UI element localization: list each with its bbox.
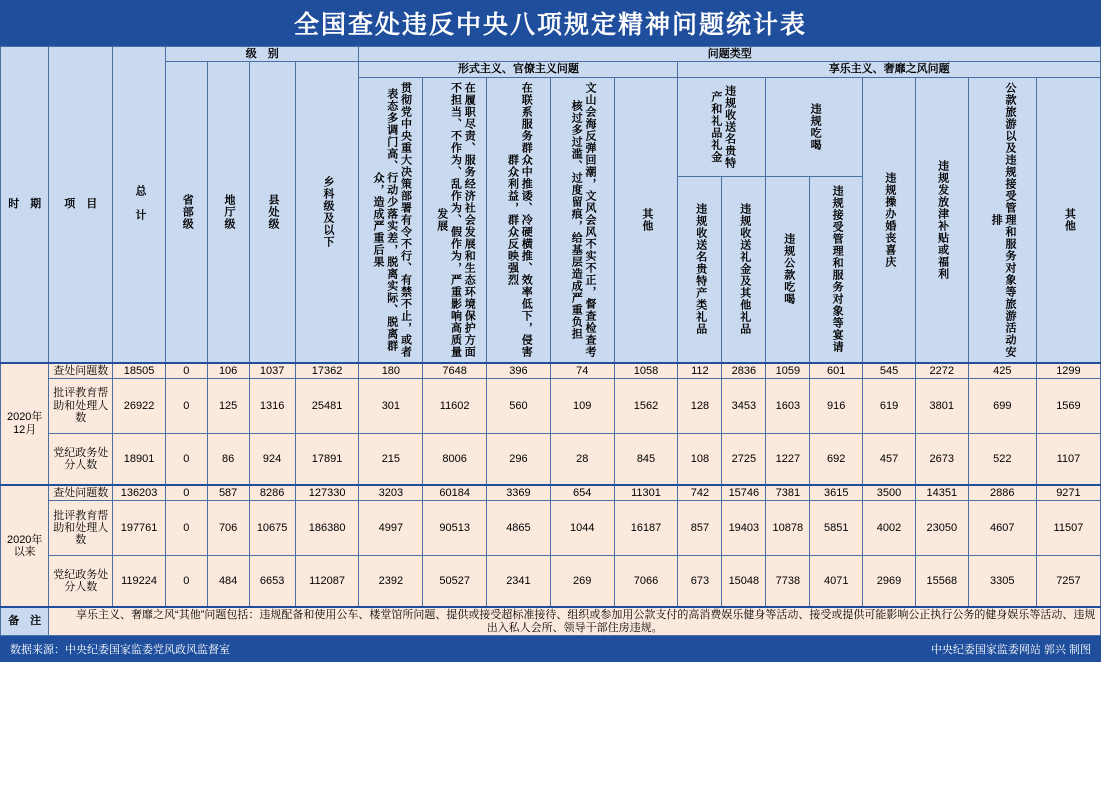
row-item-label: 查处问题数	[49, 485, 113, 501]
cell-hed-0: 128	[678, 378, 722, 433]
cell-form-4: 7066	[614, 556, 678, 608]
cell-level-1: 587	[207, 485, 249, 501]
note-text: 享乐主义、奢靡之风“其他”问题包括：违规配备和使用公车、楼堂馆所问题、提供或接受超标准接待、组织或参加用公款支付的高消费娱乐健身等活动、接受或提供可能影响公正执行公务的健身娱乐等活动、违规出入私人会所、领导干部住房违规。	[49, 607, 1101, 635]
table-row	[1, 556, 1101, 608]
cell-level-1: 484	[207, 556, 249, 608]
cell-form-0: 180	[359, 363, 423, 379]
cell-form-0: 4997	[359, 501, 423, 556]
cell-hed-3: 4071	[810, 556, 863, 608]
cell-level-2: 1316	[249, 378, 295, 433]
cell-hed-7: 1569	[1036, 378, 1100, 433]
row-item-label: 查处问题数	[49, 363, 113, 379]
header-level-group: 级 别	[165, 47, 359, 62]
header-gift-specialty	[678, 176, 722, 363]
cell-hed-2: 1603	[766, 378, 810, 433]
header-dining-banquet-text: 违规接受管理和服务对象等宴请	[831, 185, 844, 354]
cell-hed-1: 15048	[722, 556, 766, 608]
cell-level-2: 6653	[249, 556, 295, 608]
row-item-label: 批评教育帮助和处理人数	[49, 501, 113, 556]
cell-form-1: 7648	[423, 363, 487, 379]
cell-form-2: 3369	[487, 485, 551, 501]
header-formalism-col-other	[614, 77, 678, 363]
cell-hed-7: 7257	[1036, 556, 1100, 608]
cell-hed-0: 112	[678, 363, 722, 379]
cell-form-2: 4865	[487, 501, 551, 556]
header-level-xianchu-text: 县处级	[266, 193, 279, 230]
header-hedonism-gift-group-text: 违规收送名贵特产和礼品礼金	[709, 84, 736, 169]
cell-form-4: 1562	[614, 378, 678, 433]
header-formalism-col-3-text: 在联系服务群众中推诿、冷硬横推、效率低下，侵害群众利益，群众反映强烈	[506, 81, 533, 358]
cell-level-0: 0	[165, 556, 207, 608]
header-dining-group	[766, 77, 863, 176]
cell-form-4: 845	[614, 433, 678, 485]
header-level-xiangke	[295, 62, 359, 363]
header-dining-banquet	[810, 176, 863, 363]
cell-hed-6: 3305	[968, 556, 1036, 608]
header-formalism-col-4-text: 文山会海反弹回潮，文风会风不实不正，督查检查考核过多过滥、过度留痕，给基层造成严重负担	[570, 81, 596, 358]
cell-hed-3: 601	[810, 363, 863, 379]
cell-hed-7: 1299	[1036, 363, 1100, 379]
page-title: 全国查处违反中央八项规定精神问题统计表	[0, 0, 1101, 46]
header-row-groups	[1, 62, 1101, 77]
cell-hed-4: 545	[863, 363, 916, 379]
footer-source: 数据来源：中央纪委国家监委党风政风监督室	[10, 643, 230, 656]
header-formalism-col-1	[359, 77, 423, 363]
cell-level-0: 0	[165, 378, 207, 433]
cell-hed-6: 522	[968, 433, 1036, 485]
cell-hed-7: 1107	[1036, 433, 1100, 485]
cell-form-0: 3203	[359, 485, 423, 501]
cell-hed-2: 1059	[766, 363, 810, 379]
row-item-label: 党纪政务处分人数	[49, 556, 113, 608]
cell-hed-1: 15746	[722, 485, 766, 501]
cell-hed-5: 15568	[915, 556, 968, 608]
cell-form-1: 8006	[423, 433, 487, 485]
cell-form-3: 28	[550, 433, 614, 485]
cell-form-0: 301	[359, 378, 423, 433]
cell-hed-0: 108	[678, 433, 722, 485]
cell-hed-5: 2673	[915, 433, 968, 485]
period-label-1: 2020年12月	[1, 363, 49, 485]
cell-hed-7: 11507	[1036, 501, 1100, 556]
cell-form-2: 2341	[487, 556, 551, 608]
cell-hed-5: 23050	[915, 501, 968, 556]
cell-form-1: 90513	[423, 501, 487, 556]
cell-level-3: 17362	[295, 363, 359, 379]
footer-credit: 中央纪委国家监委网站 郭兴 制图	[930, 643, 1091, 656]
cell-hed-5: 2272	[915, 363, 968, 379]
note-row	[1, 607, 1101, 635]
cell-hed-2: 1227	[766, 433, 810, 485]
header-gift-money	[722, 176, 766, 363]
cell-hed-3: 5851	[810, 501, 863, 556]
header-formalism-col-1-text: 贯彻党中央重大决策部署有令不行、有禁不止，或者表态多调门高、行动少落实差，脱离实际、脱离群众，造成严重后果	[372, 81, 412, 358]
header-level-xiangke-text: 乡科级及以下	[321, 175, 334, 248]
cell-total: 26922	[113, 378, 166, 433]
header-dining-group-text: 违规吃喝	[809, 102, 822, 151]
cell-hed-0: 857	[678, 501, 722, 556]
cell-hed-4: 619	[863, 378, 916, 433]
header-hedonism-group: 享乐主义、奢靡之风问题	[678, 62, 1101, 77]
cell-hed-0: 673	[678, 556, 722, 608]
cell-hed-6: 425	[968, 363, 1036, 379]
cell-hed-1: 19403	[722, 501, 766, 556]
header-gift-money-text: 违规收送礼金及其他礼品	[738, 203, 751, 336]
header-item: 项 目	[49, 47, 113, 363]
header-formalism-col-2	[423, 77, 487, 363]
note-label: 备 注	[1, 607, 49, 635]
cell-total: 136203	[113, 485, 166, 501]
cell-form-0: 215	[359, 433, 423, 485]
cell-form-1: 50527	[423, 556, 487, 608]
cell-hed-3: 916	[810, 378, 863, 433]
header-level-diting-text: 地厅级	[223, 193, 235, 230]
cell-level-1: 706	[207, 501, 249, 556]
cell-hed-2: 7738	[766, 556, 810, 608]
cell-hed-2: 7381	[766, 485, 810, 501]
header-dining-public	[766, 176, 810, 363]
cell-form-4: 1058	[614, 363, 678, 379]
cell-level-2: 8286	[249, 485, 295, 501]
table-row	[1, 501, 1101, 556]
cell-hed-4: 457	[863, 433, 916, 485]
table-row	[1, 378, 1101, 433]
header-formalism-col-3	[487, 77, 551, 363]
header-hedonism-other-text: 其他	[1063, 207, 1076, 232]
cell-level-1: 106	[207, 363, 249, 379]
cell-hed-3: 3615	[810, 485, 863, 501]
cell-level-3: 112087	[295, 556, 359, 608]
header-gift-specialty-text: 违规收送名贵特产类礼品	[694, 203, 707, 336]
cell-hed-1: 2725	[722, 433, 766, 485]
header-row-top	[1, 47, 1101, 62]
cell-hed-7: 9271	[1036, 485, 1100, 501]
cell-level-2: 10675	[249, 501, 295, 556]
header-formalism-group: 形式主义、官僚主义问题	[359, 62, 678, 77]
cell-form-0: 2392	[359, 556, 423, 608]
footer-bar	[0, 636, 1101, 662]
cell-level-3: 186380	[295, 501, 359, 556]
header-time: 时 期	[1, 47, 49, 363]
cell-form-3: 1044	[550, 501, 614, 556]
cell-hed-6: 2886	[968, 485, 1036, 501]
cell-hed-6: 699	[968, 378, 1036, 433]
cell-hed-5: 3801	[915, 378, 968, 433]
cell-form-1: 11602	[423, 378, 487, 433]
cell-form-4: 16187	[614, 501, 678, 556]
cell-level-3: 127330	[295, 485, 359, 501]
cell-hed-0: 742	[678, 485, 722, 501]
row-item-label: 批评教育帮助和处理人数	[49, 378, 113, 433]
cell-form-3: 269	[550, 556, 614, 608]
cell-level-0: 0	[165, 433, 207, 485]
cell-form-3: 74	[550, 363, 614, 379]
cell-hed-1: 3453	[722, 378, 766, 433]
cell-level-2: 924	[249, 433, 295, 485]
table-row	[1, 363, 1101, 379]
header-hedonism-wedding	[863, 77, 916, 363]
header-problem-type-group: 问题类型	[359, 47, 1101, 62]
header-hedonism-travel-text: 公款旅游以及违规接受管理和服务对象等旅游活动安排	[990, 81, 1017, 358]
header-hedonism-allowance	[915, 77, 968, 363]
cell-form-1: 60184	[423, 485, 487, 501]
cell-hed-4: 2969	[863, 556, 916, 608]
cell-hed-5: 14351	[915, 485, 968, 501]
header-level-xianchu	[249, 62, 295, 363]
cell-total: 18505	[113, 363, 166, 379]
cell-level-0: 0	[165, 363, 207, 379]
header-hedonism-wedding-text: 违规操办婚丧喜庆	[883, 171, 896, 268]
cell-hed-6: 4607	[968, 501, 1036, 556]
header-hedonism-other	[1036, 77, 1100, 363]
header-hedonism-gift-group	[678, 77, 766, 176]
cell-form-2: 560	[487, 378, 551, 433]
statistics-table	[0, 46, 1101, 636]
cell-level-3: 25481	[295, 378, 359, 433]
header-formalism-col-2-text: 在履职尽责、服务经济社会发展和生态环境保护方面不担当、不作为、乱作为、假作为，严重影响高质量发展	[435, 81, 476, 358]
cell-form-4: 11301	[614, 485, 678, 501]
header-hedonism-travel	[968, 77, 1036, 363]
cell-hed-4: 3500	[863, 485, 916, 501]
cell-total: 18901	[113, 433, 166, 485]
header-level-sheng-text: 省部级	[181, 193, 194, 230]
table-row	[1, 485, 1101, 501]
cell-form-2: 296	[487, 433, 551, 485]
header-dining-public-text: 违规公款吃喝	[782, 233, 795, 306]
row-item-label: 党纪政务处分人数	[49, 433, 113, 485]
table-row	[1, 433, 1101, 485]
cell-level-1: 86	[207, 433, 249, 485]
header-total	[113, 47, 166, 363]
header-level-sheng	[165, 62, 207, 363]
header-hedonism-allowance-text: 违规发放津补贴或福利	[936, 159, 949, 280]
cell-level-0: 0	[165, 485, 207, 501]
cell-level-3: 17891	[295, 433, 359, 485]
cell-hed-3: 692	[810, 433, 863, 485]
cell-level-2: 1037	[249, 363, 295, 379]
cell-hed-1: 2836	[722, 363, 766, 379]
period-label-2: 2020年以来	[1, 485, 49, 607]
cell-level-0: 0	[165, 501, 207, 556]
header-level-diting	[207, 62, 249, 363]
cell-hed-2: 10878	[766, 501, 810, 556]
header-formalism-col-other-text: 其他	[640, 207, 653, 232]
cell-hed-4: 4002	[863, 501, 916, 556]
cell-form-2: 396	[487, 363, 551, 379]
cell-level-1: 125	[207, 378, 249, 433]
cell-total: 119224	[113, 556, 166, 608]
cell-total: 197761	[113, 501, 166, 556]
cell-form-3: 654	[550, 485, 614, 501]
header-formalism-col-4	[550, 77, 614, 363]
header-total-text: 总 计	[133, 184, 146, 221]
cell-form-3: 109	[550, 378, 614, 433]
